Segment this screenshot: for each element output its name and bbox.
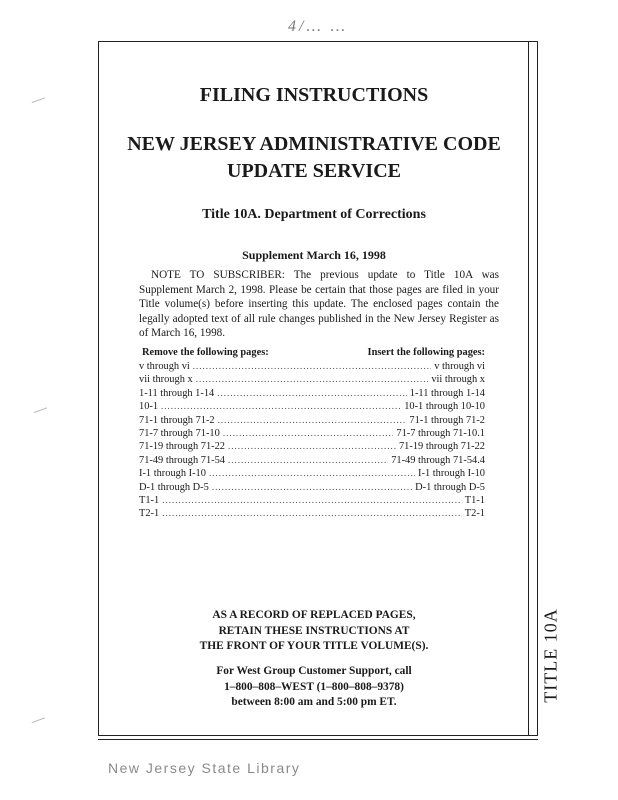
list-item xyxy=(139,414,485,427)
remove-pages: 71-49 through 71-54 xyxy=(139,454,226,466)
insert-pages: D-1 through D-5 xyxy=(415,481,485,493)
title-tab xyxy=(531,600,571,710)
remove-pages: vii through x xyxy=(139,374,193,386)
list-item xyxy=(139,387,485,400)
library-stamp: New Jersey State Library xyxy=(108,760,301,776)
support-line-1: For West Group Customer Support, call xyxy=(216,665,412,677)
list-item xyxy=(139,494,485,507)
insert-pages: T2-1 xyxy=(464,508,485,520)
remove-pages: 1-11 through 1-14 xyxy=(139,387,215,399)
supplement-date: Supplement March 16, 1998 xyxy=(242,248,386,262)
list-item xyxy=(139,481,485,494)
insert-pages: v through vi xyxy=(434,361,485,372)
insert-pages: 10-1 through 10-10 xyxy=(404,401,485,413)
record-line-2: RETAIN THESE INSTRUCTIONS AT xyxy=(218,624,410,637)
heading-line-2: UPDATE SERVICE xyxy=(227,160,401,182)
remove-pages: I-1 through I-10 xyxy=(139,468,206,480)
leader-dots xyxy=(228,440,396,453)
leader-dots xyxy=(196,373,429,386)
list-item xyxy=(139,400,485,413)
leader-dots xyxy=(162,507,462,520)
title-subject: Title 10A. Department of Corrections xyxy=(202,207,426,222)
insert-header: Insert the following pages: xyxy=(367,347,485,358)
insert-pages: I-1 through I-10 xyxy=(418,468,485,480)
record-line-3: THE FRONT OF YOUR TITLE VOLUME(S). xyxy=(199,640,429,652)
customer-support xyxy=(100,664,528,711)
insert-pages: 71-19 through 71-22 xyxy=(398,441,485,453)
remove-pages: D-1 through D-5 xyxy=(139,481,209,493)
remove-pages: T1-1 xyxy=(139,494,160,506)
remove-pages: 71-1 through 71-2 xyxy=(139,414,215,426)
insert-pages: T1-1 xyxy=(464,494,485,506)
page-replacement-list xyxy=(139,347,485,521)
leader-dots xyxy=(217,387,407,400)
leader-dots xyxy=(223,427,394,440)
support-phone: 1–800–808–WEST (1–800–808–9378) xyxy=(224,680,404,693)
support-hours: between 8:00 am and 5:00 pm ET. xyxy=(231,696,397,708)
insert-pages: 71-7 through 71-10.1 xyxy=(396,427,485,439)
page-title: FILING INSTRUCTIONS xyxy=(199,84,429,106)
margin-tick-mark xyxy=(29,90,45,103)
tab-label-text: TITLE 10A xyxy=(540,607,561,703)
leader-dots xyxy=(193,360,431,373)
insert-pages: 71-1 through 71-2 xyxy=(409,414,485,426)
list-item xyxy=(139,427,485,440)
list-item xyxy=(139,454,485,467)
heading-line-1: NEW JERSEY ADMINISTRATIVE CODE xyxy=(127,133,501,155)
insert-pages: 1-11 through 1-14 xyxy=(409,387,485,399)
list-item xyxy=(139,360,485,373)
insert-pages: 71-49 through 71-54.4 xyxy=(391,454,485,466)
frame-bottom-rule xyxy=(98,736,538,740)
margin-tick-mark xyxy=(31,400,47,413)
leader-dots xyxy=(212,481,412,494)
leader-dots xyxy=(218,414,407,427)
remove-pages: T2-1 xyxy=(139,508,160,520)
remove-header: Remove the following pages: xyxy=(142,347,269,358)
leader-dots xyxy=(161,400,401,413)
handwritten-note: 4/… … xyxy=(288,18,348,35)
remove-pages: 71-7 through 71-10 xyxy=(139,427,220,439)
subscriber-note: NOTE TO SUBSCRIBER: The previous update to Title 10A was Supplement March 2, 1998. Please be certain that those pages are filed in your Title volume(s) before inserting this update. The enclosed pages contain the legally adopted text of all rule changes published in the New Jersey Register as of March 16, 1998. xyxy=(139,269,499,340)
record-instructions xyxy=(100,608,528,655)
list-item xyxy=(139,507,485,520)
list-item xyxy=(139,467,485,480)
remove-pages: 71-19 through 71-22 xyxy=(139,441,226,453)
list-header xyxy=(139,347,485,358)
remove-pages: 10-1 xyxy=(139,401,159,413)
insert-pages: vii through x xyxy=(431,374,485,386)
list-item xyxy=(139,440,485,453)
record-line-1: AS A RECORD OF REPLACED PAGES, xyxy=(212,609,416,621)
leader-dots xyxy=(209,467,415,480)
leader-dots xyxy=(228,454,388,467)
margin-tick-mark xyxy=(29,710,45,723)
tab-divider xyxy=(528,41,529,736)
remove-pages: v through vi xyxy=(139,361,190,372)
list-item xyxy=(139,373,485,386)
leader-dots xyxy=(162,494,462,507)
